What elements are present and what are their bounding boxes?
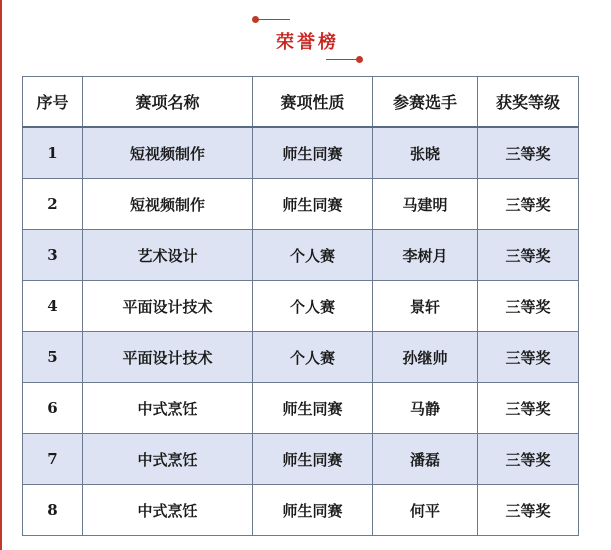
left-accent-rule xyxy=(0,0,2,550)
table-row xyxy=(23,434,579,485)
header-event-name: 赛项名称 xyxy=(83,77,253,128)
cell-award-level: 三等奖 xyxy=(478,179,579,230)
cell-serial: 8 xyxy=(23,485,83,536)
title-block xyxy=(250,16,365,66)
table-row xyxy=(23,179,579,230)
cell-contestant: 孙继帅 xyxy=(373,332,478,383)
cell-event-name: 平面设计技术 xyxy=(83,281,253,332)
title-decoration-line xyxy=(256,19,290,20)
cell-contestant: 景轩 xyxy=(373,281,478,332)
cell-serial: 3 xyxy=(23,230,83,281)
table-row xyxy=(23,485,579,536)
cell-event-name: 中式烹饪 xyxy=(83,383,253,434)
cell-event-type: 个人赛 xyxy=(253,281,373,332)
cell-serial: 4 xyxy=(23,281,83,332)
cell-serial: 5 xyxy=(23,332,83,383)
header-serial: 序号 xyxy=(23,77,83,128)
header-award-level: 获奖等级 xyxy=(478,77,579,128)
cell-serial: 7 xyxy=(23,434,83,485)
cell-event-type: 个人赛 xyxy=(253,332,373,383)
cell-award-level: 三等奖 xyxy=(478,127,579,179)
cell-serial: 1 xyxy=(23,127,83,179)
cell-event-type: 师生同赛 xyxy=(253,485,373,536)
table-row xyxy=(23,383,579,434)
page-title: 荣誉榜 xyxy=(276,32,339,53)
cell-event-name: 平面设计技术 xyxy=(83,332,253,383)
cell-award-level: 三等奖 xyxy=(478,485,579,536)
table-row xyxy=(23,127,579,179)
cell-event-type: 师生同赛 xyxy=(253,179,373,230)
honor-table xyxy=(22,76,579,536)
cell-event-type: 师生同赛 xyxy=(253,383,373,434)
header-event-type: 赛项性质 xyxy=(253,77,373,128)
table-header-row xyxy=(23,77,579,128)
cell-award-level: 三等奖 xyxy=(478,383,579,434)
cell-event-type: 师生同赛 xyxy=(253,434,373,485)
cell-contestant: 潘磊 xyxy=(373,434,478,485)
cell-serial: 6 xyxy=(23,383,83,434)
cell-event-name: 中式烹饪 xyxy=(83,434,253,485)
cell-contestant: 马建明 xyxy=(373,179,478,230)
cell-contestant: 李树月 xyxy=(373,230,478,281)
cell-contestant: 张晓 xyxy=(373,127,478,179)
cell-event-name: 短视频制作 xyxy=(83,179,253,230)
cell-event-type: 个人赛 xyxy=(253,230,373,281)
table-row xyxy=(23,281,579,332)
cell-serial: 2 xyxy=(23,179,83,230)
title-decoration-line xyxy=(326,59,360,60)
cell-event-name: 短视频制作 xyxy=(83,127,253,179)
cell-award-level: 三等奖 xyxy=(478,434,579,485)
title-decoration-dot xyxy=(356,56,363,63)
header-contestant: 参赛选手 xyxy=(373,77,478,128)
cell-award-level: 三等奖 xyxy=(478,332,579,383)
cell-event-name: 中式烹饪 xyxy=(83,485,253,536)
cell-event-name: 艺术设计 xyxy=(83,230,253,281)
cell-award-level: 三等奖 xyxy=(478,230,579,281)
cell-event-type: 师生同赛 xyxy=(253,127,373,179)
cell-award-level: 三等奖 xyxy=(478,281,579,332)
cell-contestant: 何平 xyxy=(373,485,478,536)
table-row xyxy=(23,230,579,281)
cell-contestant: 马静 xyxy=(373,383,478,434)
table-row xyxy=(23,332,579,383)
